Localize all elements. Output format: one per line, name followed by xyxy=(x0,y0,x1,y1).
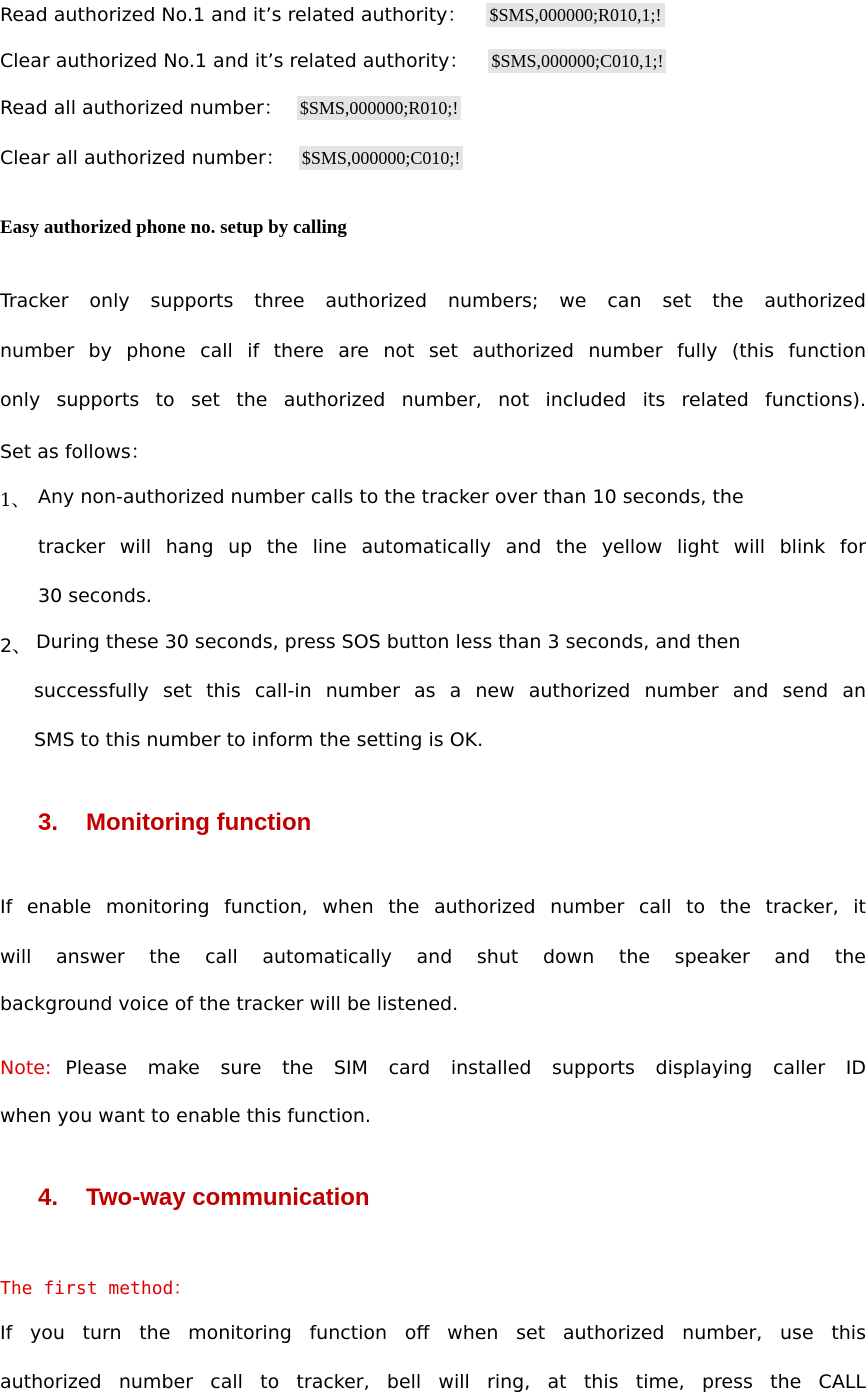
step-line: tracker will hang up the line automatically and the yellow light will blink for xyxy=(38,536,866,558)
command-label: Read authorized No.1 and it’s related authority： xyxy=(0,4,467,26)
note-line xyxy=(0,1057,866,1079)
section-number: 4. xyxy=(38,1184,59,1211)
paragraph-line: If you turn the monitoring function off when set authorized number, use this xyxy=(0,1322,866,1344)
paragraph-line: authorized number call to tracker, bell will ring, at this time, press the CALL xyxy=(0,1371,866,1393)
step-number: 2、 xyxy=(0,635,32,657)
paragraph-line: Tracker only supports three authorized numbers; we can set the authorized xyxy=(0,290,866,312)
set-as-label: Set as follows： xyxy=(0,441,150,463)
paragraph-line: only supports to set the authorized number, not included its related functions). xyxy=(0,389,866,411)
step-line: Any non-authorized number calls to the tracker over than 10 seconds, the xyxy=(38,486,744,508)
easy-setup-title: Easy authorized phone no. setup by calling xyxy=(0,217,347,238)
command-code: $SMS,000000;C010,1;! xyxy=(488,49,666,73)
section-number: 3. xyxy=(38,809,59,836)
step-line: 30 seconds. xyxy=(38,585,152,607)
section-heading-two-way xyxy=(38,1184,370,1212)
note-text: Please make sure the SIM card installed supports displaying caller ID xyxy=(65,1057,866,1079)
command-label: Clear authorized No.1 and it’s related authority： xyxy=(0,50,469,72)
command-line xyxy=(0,143,463,170)
command-line xyxy=(0,0,665,27)
note-label: Note: xyxy=(0,1057,52,1079)
paragraph-line: background voice of the tracker will be listened. xyxy=(0,993,459,1015)
section-title: Monitoring function xyxy=(86,809,312,836)
paragraph-line: will answer the call automatically and shut down the speaker and the xyxy=(0,946,866,968)
step-line: During these 30 seconds, press SOS button less than 3 seconds, and then xyxy=(36,631,741,653)
step-line: SMS to this number to inform the setting is OK. xyxy=(34,729,484,751)
command-code: $SMS,000000;R010,1;! xyxy=(486,3,664,27)
step-line: successfully set this call-in number as a new authorized number and send an xyxy=(34,680,866,702)
step-number: 1、 xyxy=(0,490,30,511)
command-code: $SMS,000000;R010;! xyxy=(297,96,462,120)
note-line: when you want to enable this function. xyxy=(0,1105,371,1127)
command-line xyxy=(0,93,461,120)
paragraph-line: number by phone call if there are not set authorized number fully (this function xyxy=(0,340,866,362)
command-line xyxy=(0,46,666,73)
command-label: Read all authorized number： xyxy=(0,97,283,119)
section-heading-monitoring xyxy=(38,809,311,837)
first-method-label: The first method： xyxy=(0,1278,192,1299)
command-code: $SMS,000000;C010;! xyxy=(299,146,464,170)
paragraph-line: If enable monitoring function, when the authorized number call to the tracker, it xyxy=(0,896,866,918)
section-title: Two-way communication xyxy=(86,1184,370,1211)
command-label: Clear all authorized number： xyxy=(0,147,285,169)
